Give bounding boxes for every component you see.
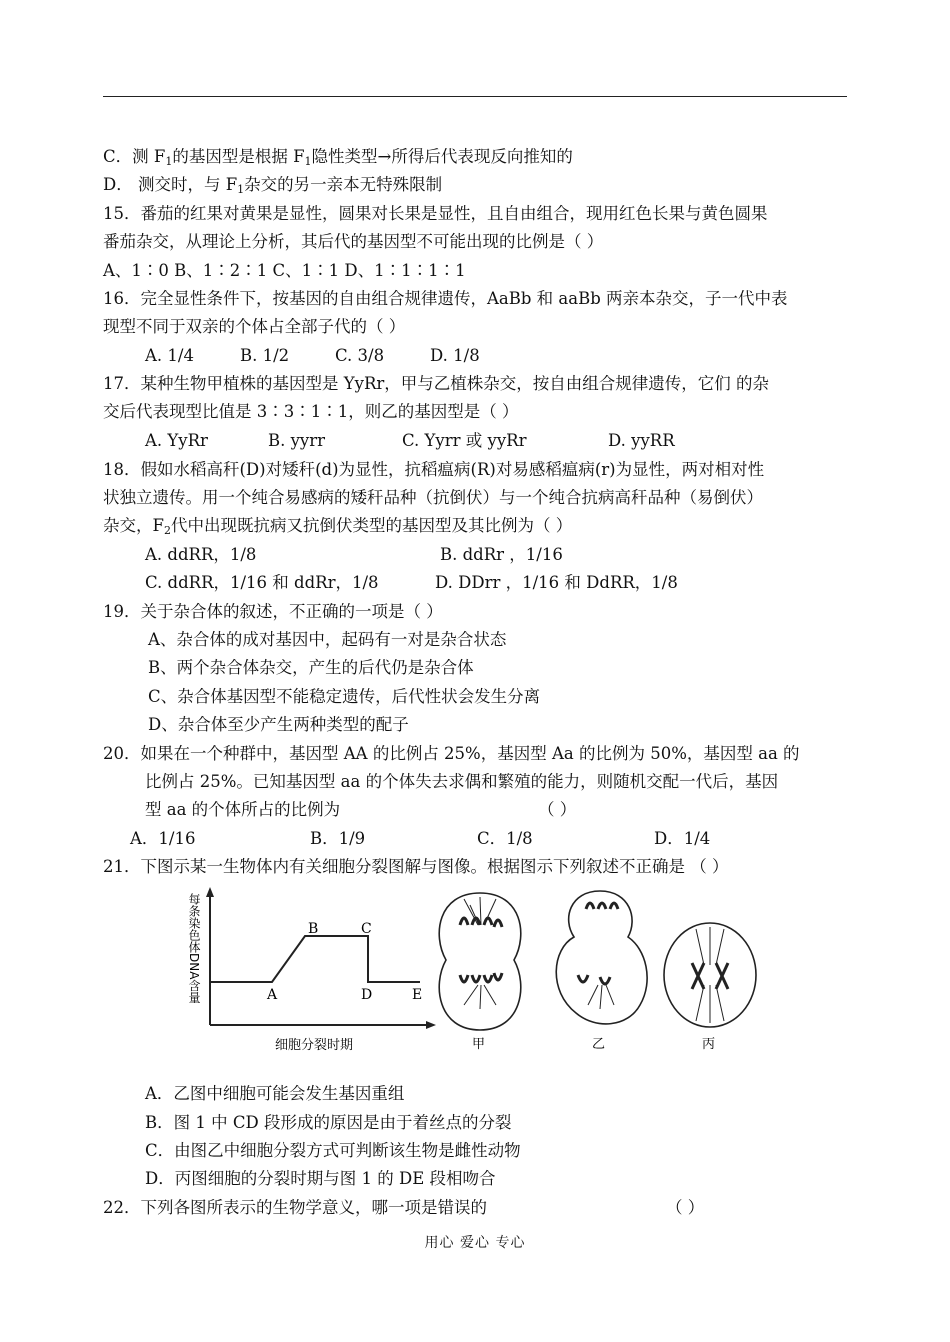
point-b-label: B xyxy=(308,921,319,937)
q17-options xyxy=(145,430,675,452)
x-axis-arrow xyxy=(426,1021,436,1029)
q17-option-b: B. yyrr xyxy=(268,431,326,450)
q16-option-b: B. 1/2 xyxy=(240,346,290,365)
q16-stem-line1: 16．完全显性条件下，按基因的自由组合规律遗传，AaBb 和 aaBb 两亲本杂交，子一代中表 xyxy=(103,289,788,308)
point-a-label: A xyxy=(267,987,278,1003)
y-axis-label: 每条染色体DNA含量 xyxy=(187,893,201,1004)
q20-option-b: B．1/9 xyxy=(310,829,366,848)
q15-stem-line2: 番茄杂交，从理论上分析，其后代的基因型不可能出现的比例是（ ） xyxy=(103,232,604,251)
q19-option-c: C、杂合体基因型不能稳定遗传，后代性状会发生分离 xyxy=(148,687,541,706)
cell-jia-label: 甲 xyxy=(472,1037,486,1052)
cell-division-figure xyxy=(180,885,780,1055)
q17-option-d: D. yyRR xyxy=(608,431,675,450)
point-d-label: D xyxy=(361,987,373,1003)
q22-answer-paren: （ ） xyxy=(666,1198,705,1217)
q18-stem-line2: 状独立遗传。用一个纯合易感病的矮秆品种（抗倒伏）与一个纯合抗病高秆品种（易倒伏） xyxy=(103,488,763,507)
q17-option-c: C. Yyrr 或 yyRr xyxy=(402,431,527,450)
q16-option-a: A. 1/4 xyxy=(145,346,194,365)
q19-option-d: D、杂合体至少产生两种类型的配子 xyxy=(148,715,409,734)
q20-options xyxy=(130,828,710,850)
y-axis-arrow xyxy=(206,887,214,897)
q20-option-c: C．1/8 xyxy=(477,829,533,848)
q21-option-c: C．由图乙中细胞分裂方式可判断该生物是雌性动物 xyxy=(145,1141,521,1160)
q16-option-c: C. 3/8 xyxy=(335,346,385,365)
q20-option-a: A．1/16 xyxy=(130,829,196,848)
q18-option-b: B. ddRr ，1/16 xyxy=(440,545,563,564)
point-c-label: C xyxy=(361,921,372,937)
q20-stem-line2: 比例占 25%。已知基因型 aa 的个体失去求偶和繁殖的能力，则随机交配一代后，基因 xyxy=(145,772,779,791)
q15-stem-line1: 15．番茄的红果对黄果是显性，圆果对长果是显性，且自由组合，现用红色长果与黄色圆果 xyxy=(103,204,768,223)
q18-option-c: C. ddRR，1/16 和 ddRr，1/8 xyxy=(145,573,379,592)
q16-option-d: D. 1/8 xyxy=(430,346,480,365)
q20-stem-line1: 20．如果在一个种群中，基因型 AA 的比例占 25%，基因型 Aa 的比例为 50%，基因型 aa 的 xyxy=(103,744,800,763)
q17-stem-line1: 17．某种生物甲植株的基因型是 YyRr，甲与乙植株杂交，按自由组合规律遗传，它们 的杂 xyxy=(103,374,770,393)
q18-stem-line3: 杂交，$F_2$代中出现既抗病又抗倒伏类型的基因型及其比例为（ ） xyxy=(103,516,573,537)
cell-yi xyxy=(556,891,647,1024)
q21-option-a: A．乙图中细胞可能会发生基因重组 xyxy=(145,1084,405,1103)
q21-option-b: B．图 1 中 CD 段形成的原因是由于着丝点的分裂 xyxy=(145,1113,512,1132)
q18-option-d: D. DDrr ，1/16 和 DdRR，1/8 xyxy=(435,573,678,592)
q21-stem: 21．下图示某一生物体内有关细胞分裂图解与图像。根据图示下列叙述不正确是 （ ） xyxy=(103,857,729,876)
q18-stem-line1: 18．假如水稻高秆(D)对矮秆(d)为显性，抗稻瘟病(R)对易感稻瘟病(r)为显性，两对相对性 xyxy=(103,460,765,479)
q15-options: A、1∶0 B、1∶2∶1 C、1∶1 D、1∶1∶1∶1 xyxy=(103,261,466,280)
q20-stem-line3: 型 aa 的个体所占的比例为 xyxy=(145,800,341,819)
q22-stem: 22．下列各图所表示的生物学意义，哪一项是错误的 xyxy=(103,1198,487,1217)
q18-options-row2 xyxy=(145,572,678,594)
cell-yi-label: 乙 xyxy=(592,1037,606,1052)
q16-stem-line2: 现型不同于双亲的个体占全部子代的（ ） xyxy=(103,317,406,336)
q14-option-d: D． 测交时，与 $F_1$杂交的另一亲本无特殊限制 xyxy=(103,175,443,196)
q18-option-a: A. ddRR，1/8 xyxy=(145,545,257,564)
q19-option-a: A、杂合体的成对基因中，起码有一对是杂合状态 xyxy=(148,630,507,649)
cell-bing-label: 丙 xyxy=(702,1037,716,1052)
q21-option-d: D．丙图细胞的分裂时期与图 1 的 DE 段相吻合 xyxy=(145,1169,496,1188)
q18-options-row1 xyxy=(145,544,563,566)
q16-options xyxy=(145,345,480,367)
q20-option-d: D．1/4 xyxy=(654,829,711,848)
point-e-label: E xyxy=(412,987,423,1003)
header-rule xyxy=(103,96,847,97)
dna-curve xyxy=(210,936,420,982)
q19-stem: 19．关于杂合体的叙述，不正确的一项是（ ） xyxy=(103,602,443,621)
q20-answer-paren: （ ） xyxy=(538,800,577,819)
page-footer: 用心 爱心 专心 xyxy=(424,1235,526,1251)
q14-option-c: C．测 $F_1$的基因型是根据 $F_1$隐性类型→所得后代表现反向推知的 xyxy=(103,147,573,168)
q17-stem-line2: 交后代表现型比值是 3∶3∶1∶1，则乙的基因型是（ ） xyxy=(103,402,519,421)
q19-option-b: B、两个杂合体杂交，产生的后代仍是杂合体 xyxy=(148,658,474,677)
dna-content-graph xyxy=(187,887,436,1053)
cell-bing xyxy=(664,923,756,1027)
x-axis-label: 细胞分裂时期 xyxy=(275,1038,354,1053)
cell-jia xyxy=(439,893,521,1030)
q17-option-a: A. YyRr xyxy=(145,431,208,450)
